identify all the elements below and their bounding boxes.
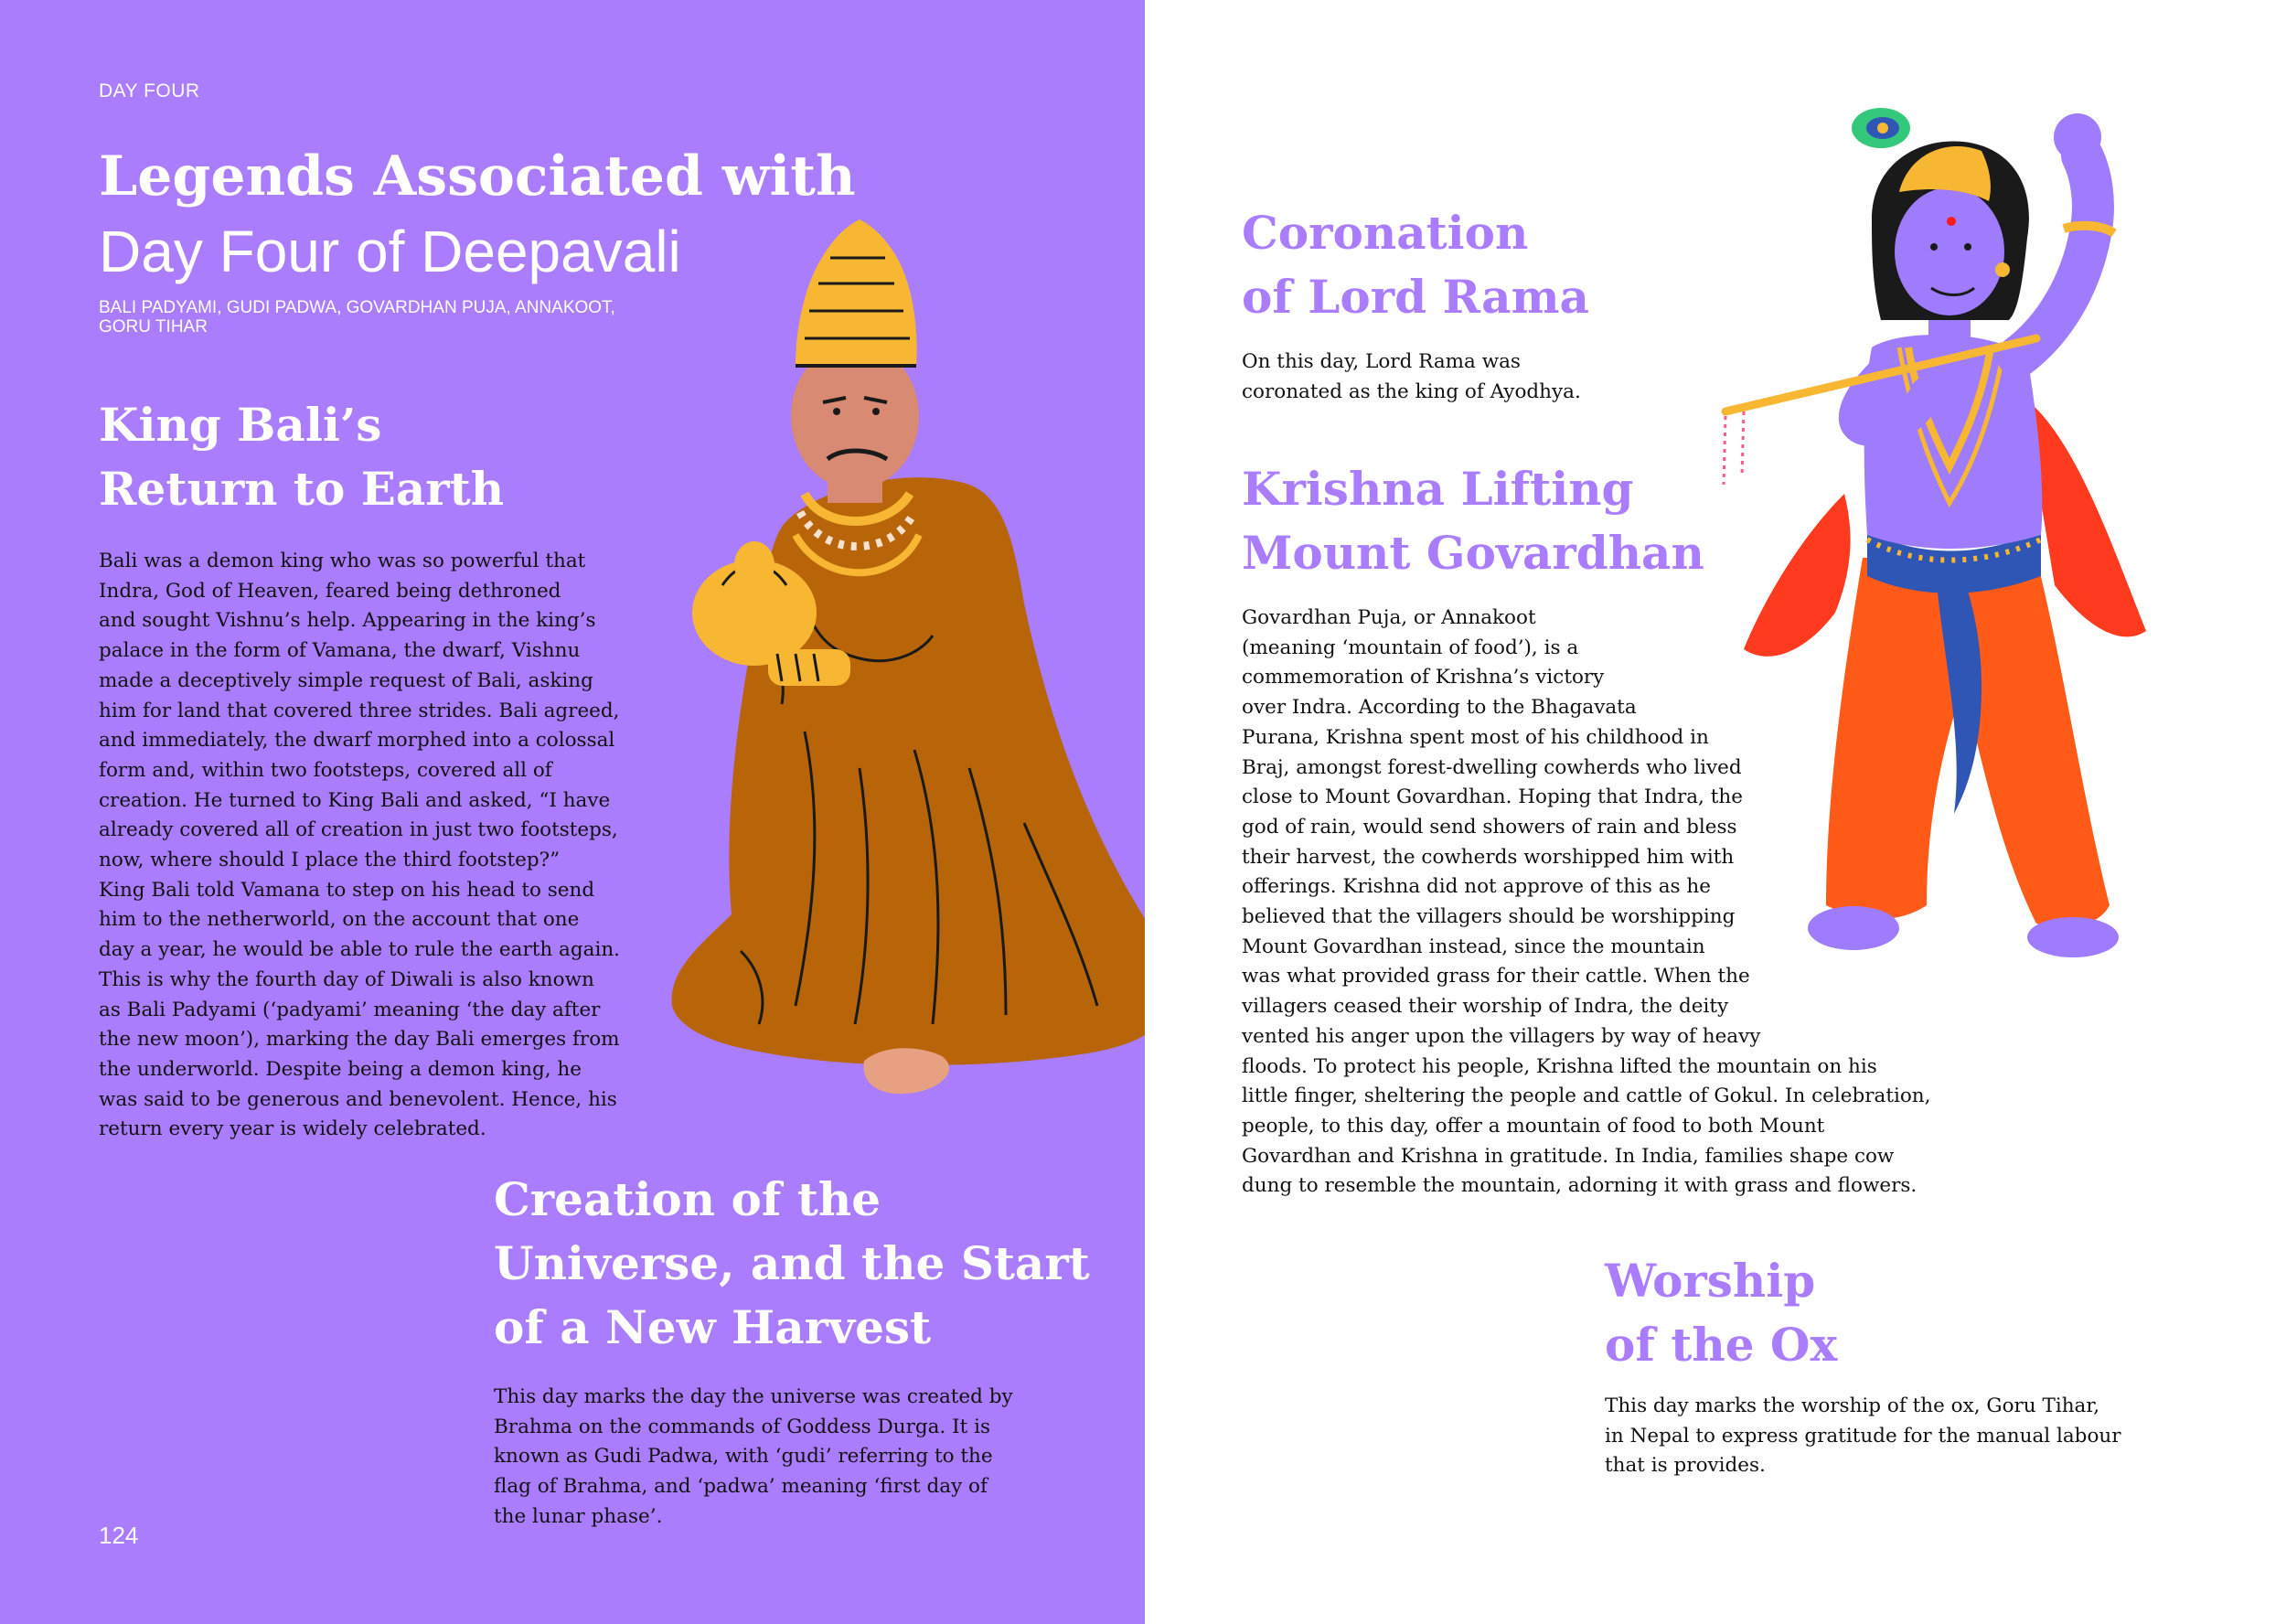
heading-king-bali [99,393,504,521]
heading-king-bali-line1: King Bali’s [99,398,382,452]
body-krishna: Govardhan Puja, or Annakoot (meaning ‘mountain of food’), is a commemoration of Krishna’s victory over Indra. According to the Bhagavata Purana, Krishna spent most of his childhood in Braj, amongst forest-dwelling cowherds who lived close to Mount Govardhan. Hoping that Indra, the god of rain, would send showers of rain and bless their harvest, the cowherds worshipped him with offerings. Krishna did not approve of this as he believed that the villagers should be worshipping Mount Govardhan instead, since the mountain was what provided grass for their cattle. When the villagers ceased their worship of Indra, the deity vented his anger upon the villagers by way of heavy floods. To protect his people, Krishna lifted the mountain on his little finger, sheltering the people and cattle of Gokul. In celebration, people, to this day, offer a mountain of food to both Mount Govardhan and Krishna in gratitude. In India, families shape cow dung to resemble the mountain, adorning it with grass and flowers. [1242,606,1931,1198]
heading-ox [1605,1249,1837,1377]
heading-king-bali-line2: Return to Earth [99,462,505,516]
body-coronation: On this day, Lord Rama was coronated as the king of Ayodhya. [1242,350,1581,403]
heading-creation-line2: Universe, and the Start [494,1236,1090,1290]
heading-creation [494,1168,1090,1360]
king-bali-illustration [668,219,1145,1106]
heading-krishna [1242,457,1704,585]
heading-ox-line1: Worship [1605,1254,1816,1308]
heading-creation-line3: of a New Harvest [494,1300,932,1354]
body-king-bali: Bali was a demon king who was so powerful that Indra, God of Heaven, feared being dethroned and sought Vishnu’s help. Appearing in the king’s palace in the form of Vamana, the dwarf, Vishnu made a deceptively simple request of Bali, asking him for land that covered three strides. Bali agreed, and immediately, the dwarf morphed into a colossal form and, within two footsteps, covered all of creation. He turned to King Bali and asked, “I have already covered all of creation in just two footsteps, now, where should I place the third footstep?” King Bali told Vamana to step on his head to send him to the netherworld, on the account that one day a year, he would be able to rule the earth again. This is why the fourth day of Diwali is also known as Bali Padyami (‘padyami’ meaning ‘the day after the new moon’), marking the day Bali emerges from the underworld. Despite being a demon king, he was said to be generous and benevolent. Hence, his return every year is widely celebrated. [99,550,621,1141]
page-subtitle: BALI PADYAMI, GUDI PADWA, GOVARDHAN PUJA, ANNAKOOT, GORU TIHAR [99,298,615,337]
heading-ox-line2: of the Ox [1605,1318,1838,1372]
heading-coronation-line1: Coronation [1242,206,1529,260]
page-title-line2: Day Four of Deepavali [99,219,681,284]
chapter-kicker: DAY FOUR [99,80,200,102]
heading-coronation [1242,201,1589,329]
krishna-flute-illustration [1689,101,2201,1006]
body-creation: This day marks the day the universe was created by Brahma on the commands of Goddess Durga. It is known as Gudi Padwa, with ‘gudi’ referring to the flag of Brahma, and ‘padwa’ meaning ‘first day of the lunar phase’. [494,1385,1013,1528]
body-ox: This day marks the worship of the ox, Goru Tihar, in Nepal to express gratitude for the manual labour that is provides. [1605,1394,2121,1478]
heading-coronation-line2: of Lord Rama [1242,270,1589,324]
page-title-line1: Legends Associated with [99,144,856,208]
page-number: 124 [99,1522,139,1549]
heading-krishna-line1: Krishna Lifting [1242,462,1634,516]
heading-krishna-line2: Mount Govardhan [1242,526,1704,580]
heading-creation-line1: Creation of the [494,1172,881,1226]
right-page [1145,0,2286,1624]
